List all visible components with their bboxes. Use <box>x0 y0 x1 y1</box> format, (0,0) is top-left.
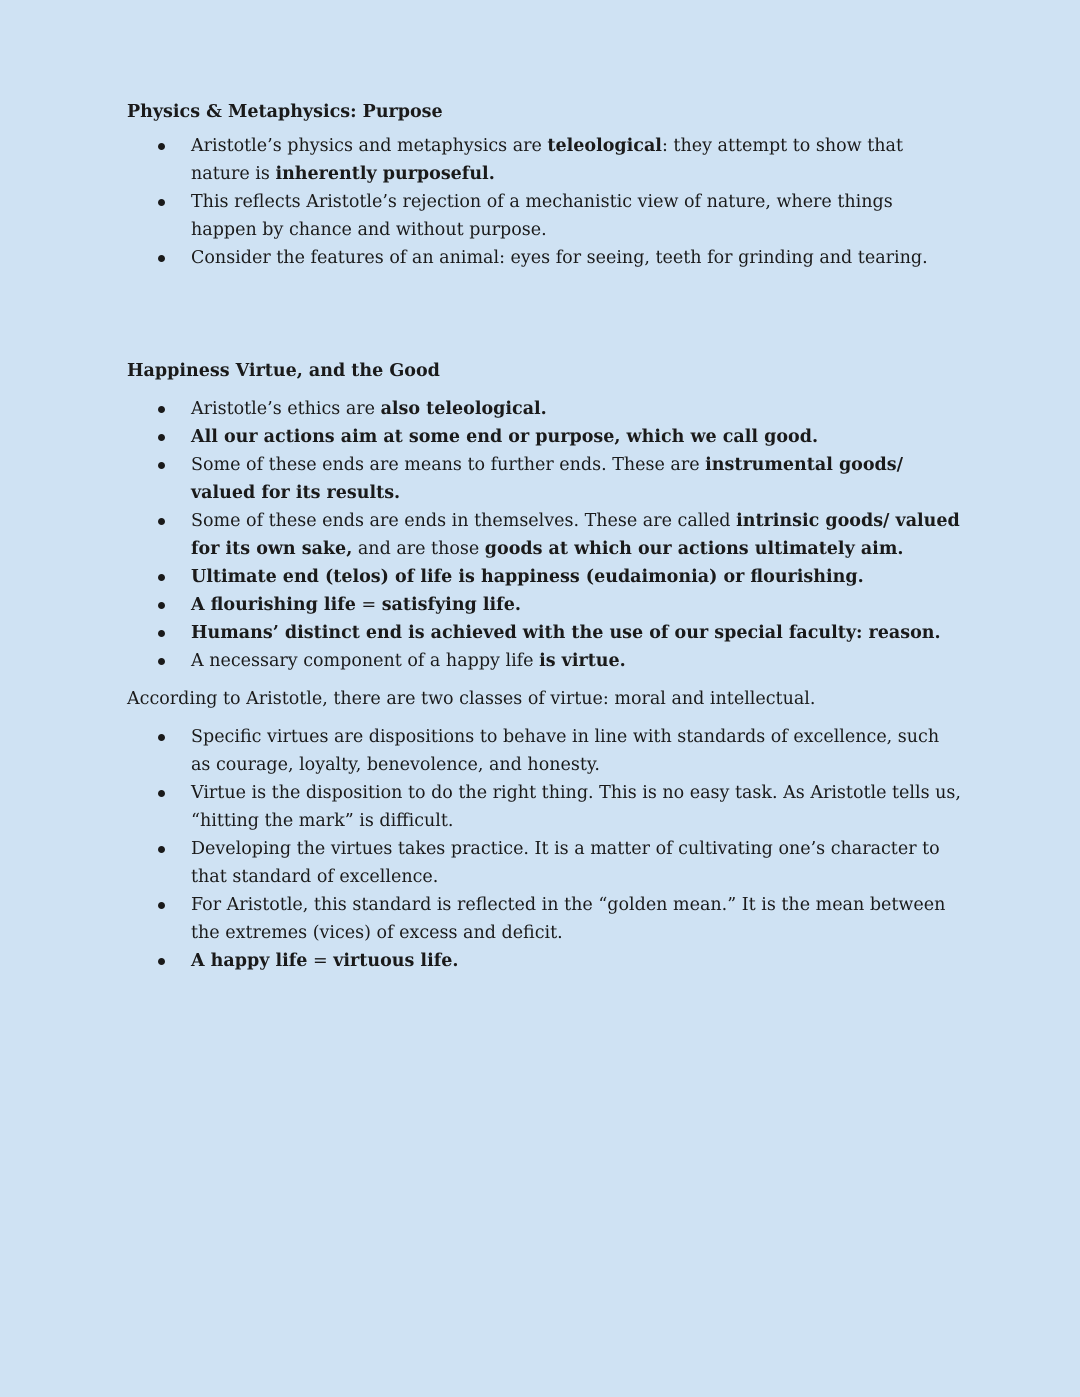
bold-text: instrumental goods/ valued for its results. <box>191 455 904 503</box>
list-item <box>127 507 962 563</box>
bullet-list <box>127 395 962 675</box>
bullet-icon <box>158 199 165 206</box>
bullet-icon <box>158 406 165 413</box>
text: Aristotle’s physics and metaphysics are <box>191 136 548 156</box>
list-item <box>127 835 962 891</box>
bullet-list <box>127 723 962 975</box>
bold-text: virtuous life. <box>333 951 459 971</box>
bullet-icon <box>158 846 165 853</box>
text: Specific virtues are dispositions to behave in line with standards of excellence, such as courage, loyalty, benevolence, and honesty. <box>191 727 940 775</box>
bold-text: All our actions aim at some end or purpose, which we call good. <box>191 427 819 447</box>
text: A necessary component of a happy life <box>191 651 540 671</box>
bold-text: inherently purposeful. <box>275 164 495 184</box>
bullet-icon <box>158 143 165 150</box>
bullet-icon <box>158 255 165 262</box>
bullet-icon <box>158 462 165 469</box>
section-happiness-virtue <box>127 357 962 975</box>
bold-text: also teleological. <box>380 399 547 419</box>
text: = <box>307 951 334 971</box>
bold-text: satisfying life. <box>381 595 521 615</box>
list-item <box>127 451 962 507</box>
list-item <box>127 723 962 779</box>
text: Virtue is the disposition to do the right thing. This is no easy task. As Aristotle tells us, “hitting the mark” is difficult. <box>191 783 961 831</box>
section-physics-metaphysics <box>127 98 962 272</box>
list-item <box>127 132 962 188</box>
list-item <box>127 779 962 835</box>
bold-text: is virtue. <box>539 651 626 671</box>
bullet-icon <box>158 734 165 741</box>
bullet-icon <box>158 602 165 609</box>
bold-text: Humans’ distinct end is achieved with the use of our special faculty: reason. <box>191 623 941 643</box>
bold-text: A happy life <box>191 951 308 971</box>
bold-text: teleological <box>547 136 662 156</box>
text: Consider the features of an animal: eyes for seeing, teeth for grinding and tearing. <box>191 248 928 268</box>
text: Some of these ends are ends in themselves. These are called <box>191 511 737 531</box>
virtue-classes-paragraph: According to Aristotle, there are two classes of virtue: moral and intellectual. <box>127 689 816 709</box>
bullet-icon <box>158 902 165 909</box>
section-heading: Happiness Virtue, and the Good <box>127 361 440 381</box>
text: : they attempt to show that nature is <box>191 136 903 184</box>
bold-text: Ultimate end (telos) of life is happiness (eudaimonia) or flourishing. <box>191 567 864 587</box>
list-item <box>127 891 962 947</box>
bullet-icon <box>158 518 165 525</box>
text: Some of these ends are means to further ends. These are <box>191 455 706 475</box>
list-item <box>127 619 962 647</box>
text: = <box>355 595 382 615</box>
list-item <box>127 244 962 272</box>
bold-text: intrinsic goods/ valued for its own sake, <box>191 511 960 559</box>
text: and are those <box>352 539 485 559</box>
list-item <box>127 188 962 244</box>
bullet-icon <box>158 434 165 441</box>
list-item <box>127 647 962 675</box>
bullet-list <box>127 132 962 272</box>
text: Aristotle’s ethics are <box>191 399 381 419</box>
list-item <box>127 423 962 451</box>
bold-text: A flourishing life <box>191 595 356 615</box>
list-item <box>127 395 962 423</box>
list-item <box>127 947 962 975</box>
bullet-icon <box>158 790 165 797</box>
bullet-icon <box>158 958 165 965</box>
text: For Aristotle, this standard is reflected in the “golden mean.” It is the mean between the extremes (vices) of excess and deficit. <box>191 895 946 943</box>
list-item <box>127 563 962 591</box>
text: Developing the virtues takes practice. It is a matter of cultivating one’s character to that standard of excellence. <box>191 839 940 887</box>
text: This reflects Aristotle’s rejection of a mechanistic view of nature, where things happen by chance and without purpose. <box>191 192 893 240</box>
bullet-icon <box>158 630 165 637</box>
section-heading: Physics & Metaphysics: Purpose <box>127 102 443 122</box>
list-item <box>127 591 962 619</box>
bullet-icon <box>158 574 165 581</box>
bold-text: goods at which our actions ultimately aim. <box>484 539 904 559</box>
bullet-icon <box>158 658 165 665</box>
